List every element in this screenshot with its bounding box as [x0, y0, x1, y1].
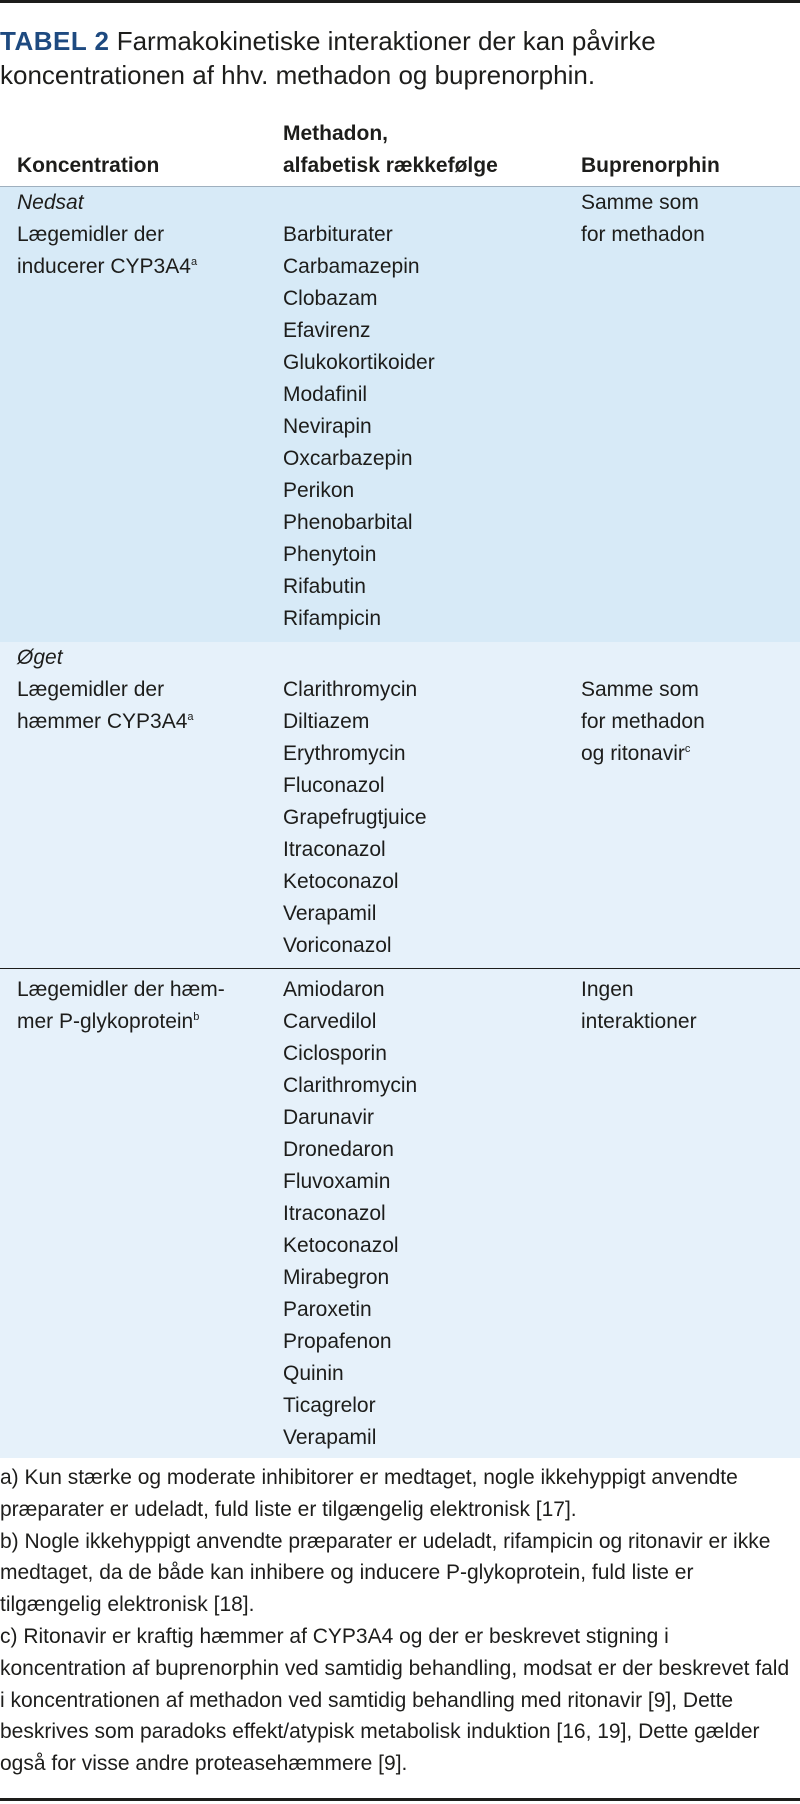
buprenorphin-line: Ingen — [581, 978, 634, 1001]
list-item: Verapamil — [283, 902, 377, 925]
list-item: Ticagrelor — [283, 1394, 376, 1417]
description-line: mer P-glykoprotein$^b$ — [17, 1010, 200, 1033]
description-line: Lægemidler der hæm- — [17, 978, 225, 1001]
header-koncentration: Koncentration — [17, 154, 160, 177]
top-rule — [0, 0, 800, 3]
methadon-list — [283, 974, 543, 1454]
footnote-mark: a — [187, 711, 194, 723]
list-item: Itraconazol — [283, 1202, 386, 1225]
concentration-cell — [17, 642, 257, 738]
section-oget — [0, 642, 800, 968]
footnote-c: c) Ritonavir er kraftig hæmmer af CYP3A4 og der er beskrevet stigning i koncentration af buprenorphin ved samtidig behandling, modsat er der beskrevet fald i koncentrationen af methadon ved samtidig behandling med ritonavir [9], Dette beskrives som paradoks effekt/atypisk metabolisk induktion [16, 19], Dette gælder også for visse andre proteasehæmmere [9]. — [0, 1624, 790, 1776]
list-item: Phenytoin — [283, 543, 377, 566]
buprenorphin-line: og ritonavir$^c$ — [581, 742, 691, 765]
description-line: inducerer CYP3A4$^a$ — [17, 255, 198, 278]
list-item: Carvedilol — [283, 1010, 377, 1033]
list-item: Clarithromycin — [283, 1074, 418, 1097]
list-item: Efavirenz — [283, 319, 371, 342]
list-item: Fluconazol — [283, 774, 385, 797]
list-item: Verapamil — [283, 1426, 377, 1449]
list-item: Perikon — [283, 479, 355, 502]
category-label: Øget — [17, 646, 63, 669]
buprenorphin-line: Samme som — [581, 678, 699, 701]
buprenorphin-cell — [581, 187, 781, 251]
table-caption: Farmakokinetiske interaktioner der kan påvirke koncentrationen af hhv. methadon og buprenorphin. — [0, 26, 656, 90]
list-item: Amiodaron — [283, 978, 385, 1001]
list-item: Grapefrugtjuice — [283, 806, 427, 829]
list-item: Fluvoxamin — [283, 1170, 391, 1193]
list-item: Propafenon — [283, 1330, 392, 1353]
list-item: Rifabutin — [283, 575, 366, 598]
list-item: Darunavir — [283, 1106, 375, 1129]
list-item: Clobazam — [283, 287, 378, 310]
buprenorphin-line: for methadon — [581, 710, 705, 733]
table-label: TABEL 2 — [0, 26, 110, 56]
list-item: Phenobarbital — [283, 511, 413, 534]
buprenorphin-line: for methadon — [581, 223, 705, 246]
methadon-list — [283, 219, 543, 635]
footnote-mark: c — [684, 743, 691, 755]
list-item: Voriconazol — [283, 934, 392, 957]
list-item: Rifampicin — [283, 607, 382, 630]
list-item: Ketoconazol — [283, 1234, 399, 1257]
list-item: Itraconazol — [283, 838, 386, 861]
concentration-cell — [17, 974, 257, 1038]
table-title — [0, 24, 790, 92]
buprenorphin-cell — [581, 974, 781, 1038]
buprenorphin-cell — [581, 674, 781, 770]
list-item: Erythromycin — [283, 742, 406, 765]
list-item: Clarithromycin — [283, 678, 418, 701]
list-item: Nevirapin — [283, 415, 372, 438]
list-item: Carbamazepin — [283, 255, 420, 278]
list-item: Quinin — [283, 1362, 344, 1385]
footnote-mark: a — [190, 256, 198, 268]
list-item: Mirabegron — [283, 1266, 390, 1289]
description-line: Lægemidler der — [17, 678, 165, 701]
description-line: hæmmer CYP3A4$^a$ — [17, 710, 194, 733]
methadon-list — [283, 674, 543, 962]
buprenorphin-line: interaktioner — [581, 1010, 697, 1033]
list-item: Paroxetin — [283, 1298, 372, 1321]
list-item: Barbiturater — [283, 223, 393, 246]
list-item: Dronedaron — [283, 1138, 394, 1161]
concentration-cell — [17, 187, 257, 283]
list-item: Glukokortikoider — [283, 351, 435, 374]
header-methadon-line2: alfabetisk rækkefølge — [283, 154, 498, 177]
footnote-a: a) Kun stærke og moderate inhibitorer er medtaget, nogle ikkehyppigt anvendte præparater er udeladt, fuld liste er tilgængelig elektronisk [17]. — [0, 1466, 738, 1521]
description-line: Lægemidler der — [17, 223, 165, 246]
footnote-b: b) Nogle ikkehyppigt anvendte præparater er udeladt, rifampicin og ritonavir er ikke medtaget, da de både kan inhibere og inducere P-glykoprotein, fuld liste er tilgængelig elektronisk [18]. — [0, 1529, 771, 1617]
list-item: Ketoconazol — [283, 870, 399, 893]
list-item: Diltiazem — [283, 710, 370, 733]
section-p-glykoprotein — [0, 968, 800, 1458]
footnote-mark: b — [193, 1011, 200, 1023]
bottom-rule — [0, 1798, 800, 1801]
list-item: Ciclosporin — [283, 1042, 387, 1065]
header-methadon-line1: Methadon, — [283, 122, 388, 145]
section-nedsat — [0, 186, 800, 643]
category-label: Nedsat — [17, 191, 84, 214]
header-buprenorphin: Buprenorphin — [581, 154, 720, 177]
table-header — [0, 116, 800, 186]
footnotes — [0, 1462, 795, 1780]
list-item: Modafinil — [283, 383, 368, 406]
buprenorphin-line: Samme som — [581, 191, 699, 214]
header-methadon — [283, 118, 543, 182]
list-item: Oxcarbazepin — [283, 447, 413, 470]
